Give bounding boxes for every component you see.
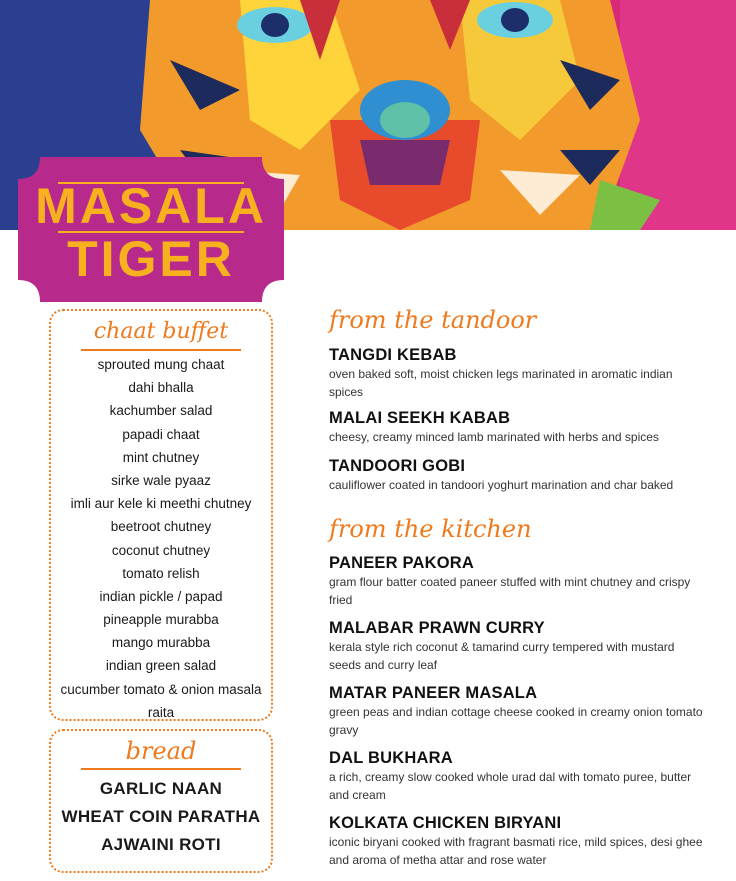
list-item: indian pickle / papad [99, 588, 223, 604]
list-item: papadi chaat [122, 426, 200, 442]
list-item: AJWAINI ROTI [101, 835, 221, 854]
menu-item [329, 813, 709, 869]
list-item: GARLIC NAAN [99, 779, 223, 798]
chaat-buffet-box [49, 309, 273, 721]
menu-item [329, 553, 709, 609]
list-item: imli aur kele ki meethi chutney [70, 496, 252, 512]
bread-list [51, 775, 271, 859]
chaat-buffet-list [51, 353, 271, 724]
list-item: cucumber tomato & onion masala [60, 681, 262, 697]
chaat-buffet-title: chaat buffet [93, 319, 229, 344]
menu-item-description: cauliflower coated in tandoori yoghurt marination and char baked [329, 478, 674, 492]
menu-item [329, 618, 709, 674]
menu-item-name: TANDOORI GOBI [329, 457, 466, 475]
logo-line-masala: MASALA [35, 178, 267, 234]
list-item: WHEAT COIN PARATHA [61, 807, 261, 826]
menu-item-description: a rich, creamy slow cooked whole urad dal with tomato puree, butter and cream [329, 770, 692, 802]
bread-box [49, 729, 273, 873]
menu-item-description: cheesy, creamy minced lamb marinated with herbs and spices [329, 430, 659, 444]
list-item: kachumber salad [109, 403, 213, 419]
menu-item-name: TANGDI KEBAB [329, 346, 457, 364]
list-item: sirke wale pyaaz [111, 472, 211, 488]
list-item: indian green salad [105, 658, 217, 674]
section-title-tandoor: from the tandoor [329, 306, 537, 334]
menu-item-description: green peas and indian cottage cheese cooked in creamy onion tomato gravy [329, 705, 703, 737]
list-item: mango murabba [111, 635, 211, 651]
menu-item [329, 748, 709, 804]
menu-item-name: MATAR PANEER MASALA [329, 684, 538, 702]
chaat-title-divider [81, 349, 241, 351]
logo-line-tiger: TIGER [67, 231, 235, 287]
list-item: mint chutney [122, 449, 200, 465]
list-item: dahi bhalla [128, 380, 194, 396]
menu-item-name: MALABAR PRAWN CURRY [329, 619, 545, 637]
menu-item-name: PANEER PAKORA [329, 554, 475, 572]
bread-title-divider [81, 768, 241, 770]
menu-item-description: iconic biryani cooked with fragrant basmati rice, mild spices, desi ghee and aroma of metha attar and rose water [329, 835, 703, 867]
menu-item [329, 408, 709, 447]
menu-item-name: KOLKATA CHICKEN BIRYANI [329, 814, 562, 832]
list-item: sprouted mung chaat [97, 357, 225, 372]
logo [18, 157, 284, 302]
menu-item [329, 683, 709, 739]
list-item: coconut chutney [111, 542, 211, 558]
menu-item-description: gram flour batter coated paneer stuffed with mint chutney and crispy fried [329, 575, 691, 607]
menu-item-description: kerala style rich coconut & tamarind curry tempered with mustard seeds and curry leaf [329, 640, 675, 672]
list-item: raita [147, 704, 175, 720]
menu-item [329, 345, 709, 401]
list-item: beetroot chutney [110, 519, 212, 535]
menu-item-description: oven baked soft, moist chicken legs marinated in aromatic indian spices [329, 367, 673, 399]
section-title-kitchen: from the kitchen [329, 515, 532, 543]
list-item: pineapple murabba [103, 612, 219, 628]
menu-item-name: DAL BUKHARA [329, 749, 453, 767]
menu-item-name: MALAI SEEKH KABAB [329, 409, 511, 427]
menu-item [329, 456, 709, 495]
bread-title: bread [125, 737, 197, 765]
list-item: tomato relish [122, 565, 200, 581]
